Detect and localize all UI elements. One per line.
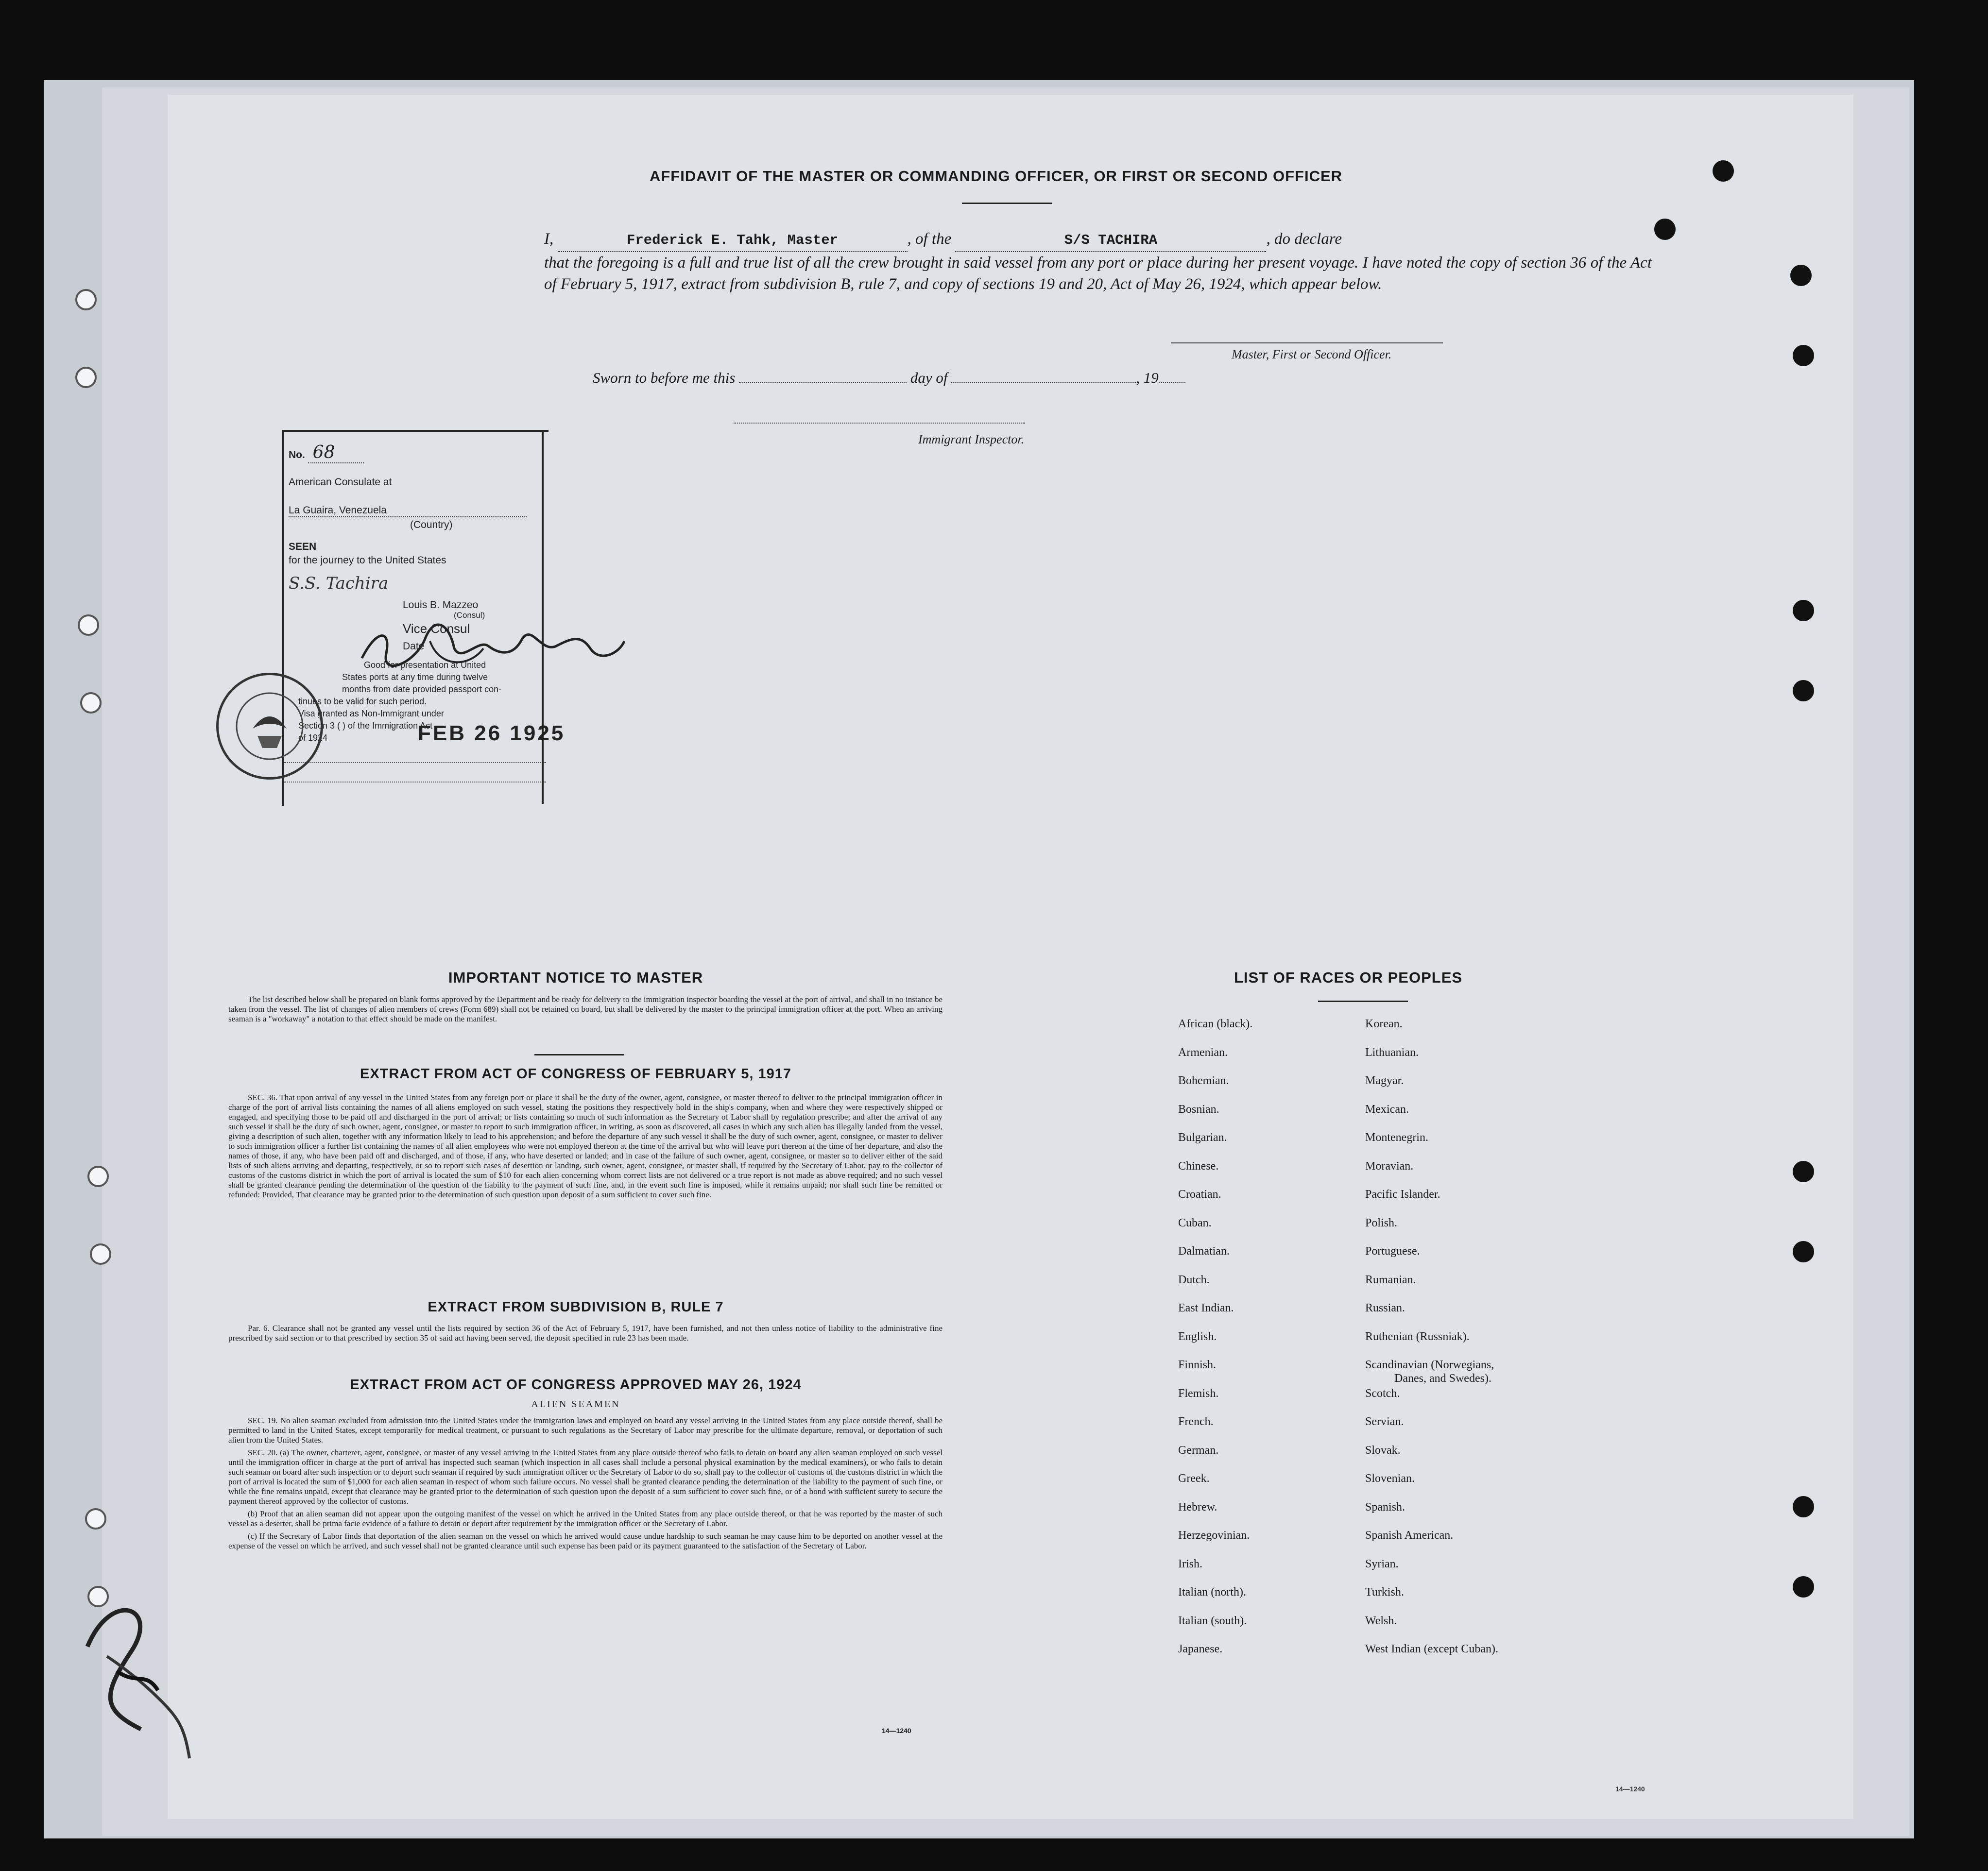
affidavit-statement: that the foregoing is a full and true list of all the crew brought in said vessel from any port or place during her present voyage. I have noted the copy of section 36 of the Act of February 5, 1917, extract from subdivision B, rule 7, and copy of sections 19 and 20, Act of May 26, 1924, which appear below. — [544, 254, 1652, 293]
act-1917-paragraph: SEC. 36. That upon arrival of any vessel in the United States from any foreign port or place it shall be the duty of the owner, agent, consignee, or master thereof to deliver to the principal immigration officer in charge of the port of arrival lists containing the names of all aliens employed on such vessel, stating the positions they respectively hold in the ship's company, when and where they were respectively shipped or engaged, and specifying those to be paid off and discharged in the port of arrival; or lists containing so much of such information as the Secretary of Labor shall by regulation prescribe; and after the arrival of any such vessel it shall be the duty of such owner, agent, consignee, or master to report to such immigration officer, in writing, as soon as discovered, all cases in which any such alien has illegally landed from the vessel, giving a description of such alien, together with any information likely to lead to his apprehension; and before the departure of any such vessel it shall be the duty of such owner, agent, consignee, or master to deliver to such immigration officer a further list containing the names of all alien employees who were not employed thereon at the time of the arrival but who will leave port thereon at the time of her departure, and also the names of those, if any, who have been paid off and discharged, and of those, if any, who have deserted or landed; and in case of the failure of such owner, agent, consignee, or master so to deliver either of the said lists of such aliens arriving and departing, respectively, or so to report such cases of desertion or landing, such owner, agent, consignee, or master shall, if required by the Secretary of Labor, pay to the collector of customs of the customs district in which the port of arrival is located the sum of $10 for each alien concerning whom correct lists are not delivered or a true report is not made as above required; and no such vessel shall be granted clearance pending the determination of the question of the liability to the payment of such fine, and, in the event such fine is imposed, while it remains unpaid; nor shall such fine be remitted or refunded: Provided, That clearance may be granted prior to the determination of such question upon deposit of a sum sufficient to cover such fine. — [228, 1093, 943, 1199]
form-number: 14—1240 — [882, 1727, 911, 1735]
punch-hole — [1793, 1496, 1814, 1517]
stamp-location: La Guaira, Venezuela — [289, 505, 527, 517]
stamp-validity-line: Good for presentation at United — [364, 660, 486, 670]
race-item: Spanish. — [1365, 1500, 1405, 1514]
rule-7-body — [228, 1324, 943, 1346]
stamp-number: 68 — [308, 442, 364, 463]
master-name-field — [558, 228, 908, 252]
race-item: Pacific Islander. — [1365, 1188, 1440, 1201]
stamp-validity-line: States ports at any time during twelve — [342, 672, 488, 682]
stamp-date: FEB 26 1925 — [418, 721, 566, 745]
race-item: Slovenian. — [1365, 1472, 1415, 1485]
stamp-vessel-handwritten: S.S. Tachira — [289, 574, 389, 593]
race-item: Rumanian. — [1365, 1273, 1416, 1286]
race-item: Bosnian. — [1178, 1103, 1219, 1116]
race-item: Russian. — [1365, 1302, 1405, 1314]
stamp-journey: for the journey to the United States — [289, 555, 446, 566]
notice-body — [228, 995, 943, 1027]
race-item: Turkish. — [1365, 1586, 1404, 1599]
inspector-caption: Immigrant Inspector. — [918, 432, 1025, 446]
race-item: Servian. — [1365, 1415, 1404, 1428]
race-item: Lithuanian. — [1365, 1046, 1419, 1059]
race-item: West Indian (except Cuban). — [1365, 1643, 1498, 1655]
race-item: Chinese. — [1178, 1159, 1219, 1173]
race-item: Magyar. — [1365, 1074, 1404, 1087]
race-item: Dutch. — [1178, 1273, 1210, 1286]
stamp-validity-line: months from date provided passport con- — [342, 684, 502, 694]
punch-hole — [1793, 1161, 1814, 1182]
race-item: Cuban. — [1178, 1216, 1212, 1229]
race-item: English. — [1178, 1330, 1217, 1343]
race-item: Slovak. — [1365, 1444, 1401, 1457]
race-item: Flemish. — [1178, 1387, 1219, 1400]
act-1917-title: EXTRACT FROM ACT OF CONGRESS OF FEBRUARY 5, 1917 — [360, 1066, 792, 1082]
race-item: Scotch. — [1365, 1387, 1400, 1400]
binding-string — [73, 1525, 194, 1768]
stamp-seen: SEEN — [289, 541, 317, 552]
race-item: Italian (south). — [1178, 1614, 1247, 1627]
declarant-mid: , of the — [907, 230, 952, 248]
vessel-name: S/S TACHIRA — [1064, 232, 1158, 248]
race-item: Croatian. — [1178, 1188, 1221, 1201]
race-item: Moravian. — [1365, 1159, 1414, 1173]
title-rule — [962, 203, 1052, 204]
race-item: Italian (north). — [1178, 1586, 1246, 1599]
sworn-line — [593, 369, 1185, 387]
stamp-consulate-label: American Consulate at — [289, 476, 392, 488]
races-title: LIST OF RACES OR PEOPLES — [1234, 969, 1463, 986]
race-item: French. — [1178, 1415, 1214, 1428]
stamp-validity-line: Section 3 ( ) of the Immigration Act — [298, 721, 433, 731]
races-rule — [1318, 1001, 1408, 1002]
race-item: African (black). — [1178, 1018, 1253, 1030]
notice-rule — [534, 1054, 624, 1055]
race-item: Montenegrin. — [1365, 1131, 1428, 1144]
notice-title: IMPORTANT NOTICE TO MASTER — [448, 969, 703, 986]
stamp-date-label: Date — [403, 641, 425, 652]
punch-hole — [1793, 680, 1814, 701]
race-item: Mexican. — [1365, 1103, 1409, 1116]
stamp-country-label: (Country) — [410, 519, 453, 530]
race-item: Greek. — [1178, 1472, 1210, 1485]
stamp-validity-line: of 1924 — [298, 733, 328, 743]
stamp-validity-line: Visa granted as Non-Immigrant under — [298, 709, 444, 718]
consulate-visa-stamp — [282, 430, 548, 806]
race-item: Welsh. — [1365, 1614, 1397, 1627]
stamp-consul-name: Louis B. Mazzeo — [403, 599, 479, 611]
master-name: Frederick E. Tahk, Master — [626, 232, 839, 248]
race-item: Bohemian. — [1178, 1074, 1229, 1087]
act-1924-title: EXTRACT FROM ACT OF CONGRESS APPROVED MAY 26, 1924 — [350, 1377, 802, 1393]
stamp-consul-title: Vice Consul — [403, 621, 470, 636]
binder-hole — [80, 692, 102, 714]
consulate-seal — [216, 673, 323, 780]
race-item: Danes, and Swedes). — [1394, 1372, 1491, 1385]
act-1924-subtitle: ALIEN SEAMEN — [531, 1399, 620, 1410]
punch-hole — [1793, 345, 1814, 366]
binder-hole — [87, 1166, 109, 1187]
sec-20a-paragraph: SEC. 20. (a) The owner, charterer, agent, consignee, or master of any vessel arriving in the United States from any place outside thereof who fails to detain on board any alien seaman employed on such vessel until the immigration officer in charge at the port of arrival has inspected such seaman (which inspection in all cases shall include a personal physical examination by the medical examiners), or who fails to detain such seaman on board after such inspection or to deport such seaman if required by such immigration officer or the Secretary of Labor to do so, shall pay to the collector of customs of the customs district in which the port of arrival is located the sum of $1,000 for each alien seaman in respect of whom such failure occurs. No vessel shall be granted clearance pending the determination of the liability to the payment of such fine, or while the fine remains unpaid, except that clearance may be granted prior to the determination of such question upon the deposit of a sum sufficient to cover such fine, or of a bond with sufficient surety to secure the payment thereof approved by the collector of customs. — [228, 1448, 943, 1506]
affidavit-title: AFFIDAVIT OF THE MASTER OR COMMANDING OFFICER, OR FIRST OR SECOND OFFICER — [649, 168, 1343, 185]
stamp-validity-line: tinues to be valid for such period. — [298, 697, 427, 706]
sec-20c-paragraph: (c) If the Secretary of Labor finds that deportation of the alien seaman on the vessel on which he arrived would cause undue hardship to such seaman he may cause him to be deported on another vessel at the expense of the vessel on which he arrived, and such vessel shall not be granted clearance until such expense has been paid or its payment guaranteed to the satisfaction of the Secretary of Labor. — [228, 1531, 943, 1550]
back-form-number: 14—1240 — [1615, 1785, 1645, 1793]
notice-paragraph: The list described below shall be prepared on blank forms approved by the Department and be ready for delivery to the immigration inspector boarding the vessel at the port of arrival, and shall in no instance be taken from the vessel. The list of changes of alien members of crews (Form 689) shall not be retained on board, but shall be delivered by the master to the principal immigration officer at the port. When an arriving seaman is a "workaway" a notation to that effect should be made on the manifest. — [228, 995, 943, 1023]
race-item: Syrian. — [1365, 1557, 1399, 1570]
punch-hole — [1654, 219, 1676, 240]
race-item: Hebrew. — [1178, 1500, 1217, 1514]
inspector-signature-line — [734, 423, 1025, 424]
act-1924-body — [228, 1416, 943, 1554]
binder-hole — [75, 367, 97, 388]
rule-7-title: EXTRACT FROM SUBDIVISION B, RULE 7 — [428, 1299, 724, 1315]
declarant-prefix: I, — [544, 230, 554, 248]
binder-hole — [90, 1243, 111, 1265]
act-1917-body — [228, 1093, 943, 1203]
binder-hole — [75, 289, 97, 310]
declarant-post: , do declare — [1266, 230, 1342, 248]
race-item: Bulgarian. — [1178, 1131, 1227, 1144]
race-item: German. — [1178, 1444, 1219, 1457]
race-item: Ruthenian (Russniak). — [1365, 1330, 1470, 1343]
race-item: Korean. — [1365, 1018, 1403, 1030]
race-item: Spanish American. — [1365, 1529, 1454, 1542]
stamp-number-label: No. — [289, 449, 305, 460]
race-item: East Indian. — [1178, 1302, 1234, 1314]
punch-hole — [1793, 1576, 1814, 1598]
race-item: Finnish. — [1178, 1359, 1217, 1371]
master-caption: Master, First or Second Officer. — [1232, 347, 1392, 361]
punch-hole — [1793, 600, 1814, 621]
punch-hole — [1793, 1241, 1814, 1262]
sworn-prefix: Sworn to before me this — [593, 369, 736, 386]
vessel-name-field — [955, 228, 1266, 252]
race-item: Portuguese. — [1365, 1245, 1420, 1258]
race-item: Dalmatian. — [1178, 1245, 1230, 1258]
rule-7-paragraph: Par. 6. Clearance shall not be granted any vessel until the lists required by section 36 of the Act of February 5, 1917, have been furnished, and not then unless notice of liability to the administrative fine prescribed by said section or to that prescribed by section 35 of said act having been served, the deposit specified in rule 23 has been made. — [228, 1324, 943, 1343]
master-signature-line — [1171, 342, 1443, 343]
stamp-consul-label: (Consul) — [454, 611, 485, 620]
affidavit-body — [544, 228, 1652, 295]
race-item: Scandinavian (Norwegians, — [1365, 1359, 1494, 1371]
seal-icon — [219, 675, 321, 777]
sec-20b-paragraph: (b) Proof that an alien seaman did not appear upon the outgoing manifest of the vessel on which he arrived in the United States from any place outside thereof, or that he was reported by the master of such vessel as a deserter, shall be prima facie evidence of a failure to detain or deport after requirement by the immigration officer or the Secretary of Labor. — [228, 1509, 943, 1528]
document-page — [168, 95, 1853, 1819]
binder-hole — [78, 614, 99, 636]
sworn-day-of: day of — [910, 369, 948, 386]
race-item: Polish. — [1365, 1216, 1398, 1229]
consul-signature — [357, 619, 629, 675]
sec-19-paragraph: SEC. 19. No alien seaman excluded from admission into the United States under the immigration laws and employed on board any vessel arriving in the United States from any place outside thereof, shall be permitted to land in the United States, except temporarily for medical treatment, or pursuant to such regulations as the Secretary of Labor may prescribe for the ultimate departure, removal, or deportation of such alien from the United States. — [228, 1416, 943, 1445]
race-item: Herzegovinian. — [1178, 1529, 1250, 1542]
punch-hole — [1790, 265, 1812, 286]
race-item: Japanese. — [1178, 1643, 1223, 1655]
race-item: Armenian. — [1178, 1046, 1228, 1059]
sworn-year: , 19 — [1136, 369, 1159, 386]
race-item: Irish. — [1178, 1557, 1202, 1570]
